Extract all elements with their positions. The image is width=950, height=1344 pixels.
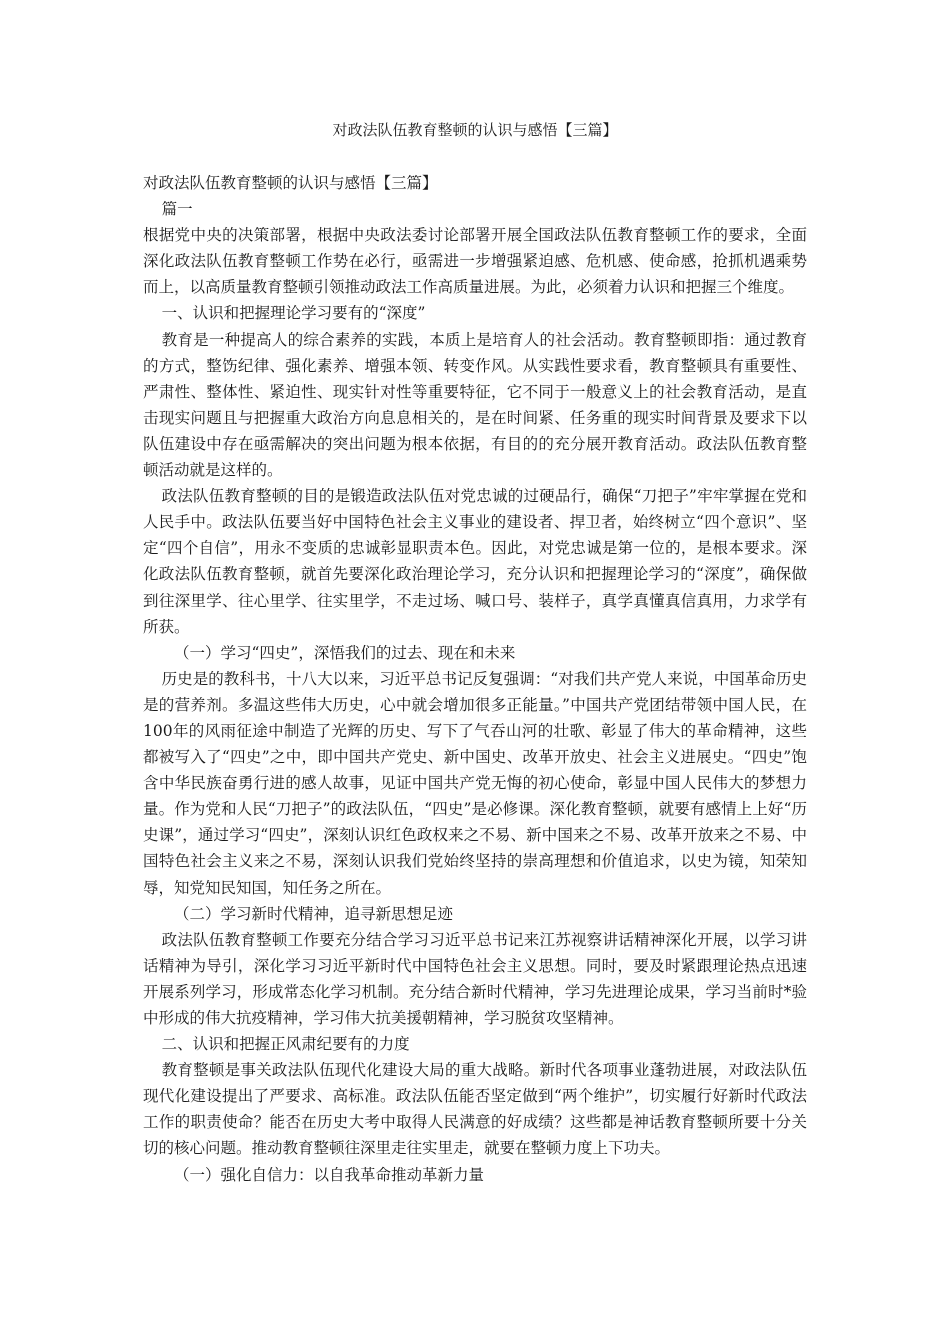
subsection-heading: （二）学习新时代精神，追寻新思想足迹 <box>174 904 454 923</box>
document-subtitle: 对政法队伍教育整顿的认识与感悟【三篇】 <box>143 174 438 192</box>
paragraph: 历史是的教科书，十八大以来，习近平总书记反复强调：“对我们共产党人来说，中国革命历史是的营养剂。多温这些伟大历史，心中就会增加很多正能量。”中国共产党团结带领中国人民，在100年的风雨征途中制造了光辉的历史、写下了气吞山河的壮歌、彰显了伟大的革命精神，这些都被写入了“四史”之中，即中国共产党史、新中国史、改革开放史、社会主义进展史。“四史”饱含中华民族奋勇行进的感人故事，见证中国共产党无悔的初心使命，彰显中国人民伟大的梦想力量。作为党和人民“刀把子”的政法队伍，“四史”是必修课。深化教育整顿，就要有感情上上好“历史课”，通过学习“四史”，深刻认识红色政权来之不易、新中国来之不易、改革开放来之不易、中国特色社会主义来之不易，深刻认识我们党始终坚持的崇高理想和价值追求，以史为镜，知荣知辱，知党知民知国，知任务之所在。 <box>143 669 807 897</box>
paragraph: 教育整顿是事关政法队伍现代化建设大局的重大战略。新时代各项事业蓬勃进展，对政法队伍现代化建设提出了严要求、高标准。政法队伍能否坚定做到“两个维护”，切实履行好新时代政法工作的职责使命？能否在历史大考中取得人民满意的好成绩？这些都是神话教育整顿所要十分关切的核心问题。推动教育整顿往深里走往实里走，就要在整顿力度上下功夫。 <box>143 1061 807 1158</box>
subsection-heading: （一）强化自信力：以自我革命推动革新力量 <box>174 1165 485 1184</box>
section-heading: 一、认识和把握理论学习要有的“深度” <box>161 304 426 323</box>
paragraph: 政法队伍教育整顿的目的是锻造政法队伍对党忠诚的过硬品行，确保“刀把子”牢牢掌握在党和人民手中。政法队伍要当好中国特色社会主义事业的建设者、捍卫者，始终树立“四个意识”、坚定“四个自信”，用永不变质的忠诚彰显职责本色。因此，对党忠诚是第一位的，是根本要求。深化政法队伍教育整顿，就首先要深化政治理论学习，充分认识和把握理论学习的“深度”，确保做到往深里学、往心里学、往实里学，不走过场、喊口号、装样子，真学真懂真信真用，力求学有所获。 <box>143 487 807 636</box>
subsection-heading: （一）学习“四史”，深悟我们的过去、现在和未来 <box>174 643 516 662</box>
page-title: 对政法队伍教育整顿的认识与感悟【三篇】 <box>332 121 618 139</box>
section-heading: 二、认识和把握正风肃纪要有的力度 <box>161 1035 410 1054</box>
paragraph: 政法队伍教育整顿工作要充分结合学习习近平总书记来江苏视察讲话精神深化开展，以学习讲话精神为导引，深化学习习近平新时代中国特色社会主义思想。同时，要及时紧跟理论热点迅速开展系列学习，形成常态化学习机制。充分结合新时代精神，学习先进理论成果，学习当前时*验中形成的伟大抗疫精神，学习伟大抗美援朝精神，学习脱贫攻坚精神。 <box>143 930 807 1027</box>
document-body <box>143 170 807 1188</box>
paragraph: 根据党中央的决策部署，根据中央政法委讨论部署开展全国政法队伍教育整顿工作的要求，全面深化政法队伍教育整顿工作势在必行，亟需进一步增强紧迫感、危机感、使命感，抢抓机遇乘势而上，以高质量教育整顿引领推动政法工作高质量进展。为此，必须着力认识和把握三个维度。 <box>143 226 807 297</box>
part-label: 篇一 <box>161 200 193 219</box>
paragraph: 教育是一种提高人的综合素养的实践，本质上是培育人的社会活动。教育整顿即指：通过教育的方式，整饬纪律、强化素养、增强本领、转变作风。从实践性要求看，教育整顿具有重要性、严肃性、整体性、紧迫性、现实针对性等重要特征，它不同于一般意义上的社会教育活动，是直击现实问题且与把握重大政治方向息息相关的，是在时间紧、任务重的现实时间背景及要求下以队伍建设中存在亟需解决的突出问题为根本依据，有目的的充分展开教育活动。政法队伍教育整顿活动就是这样的。 <box>143 330 807 480</box>
